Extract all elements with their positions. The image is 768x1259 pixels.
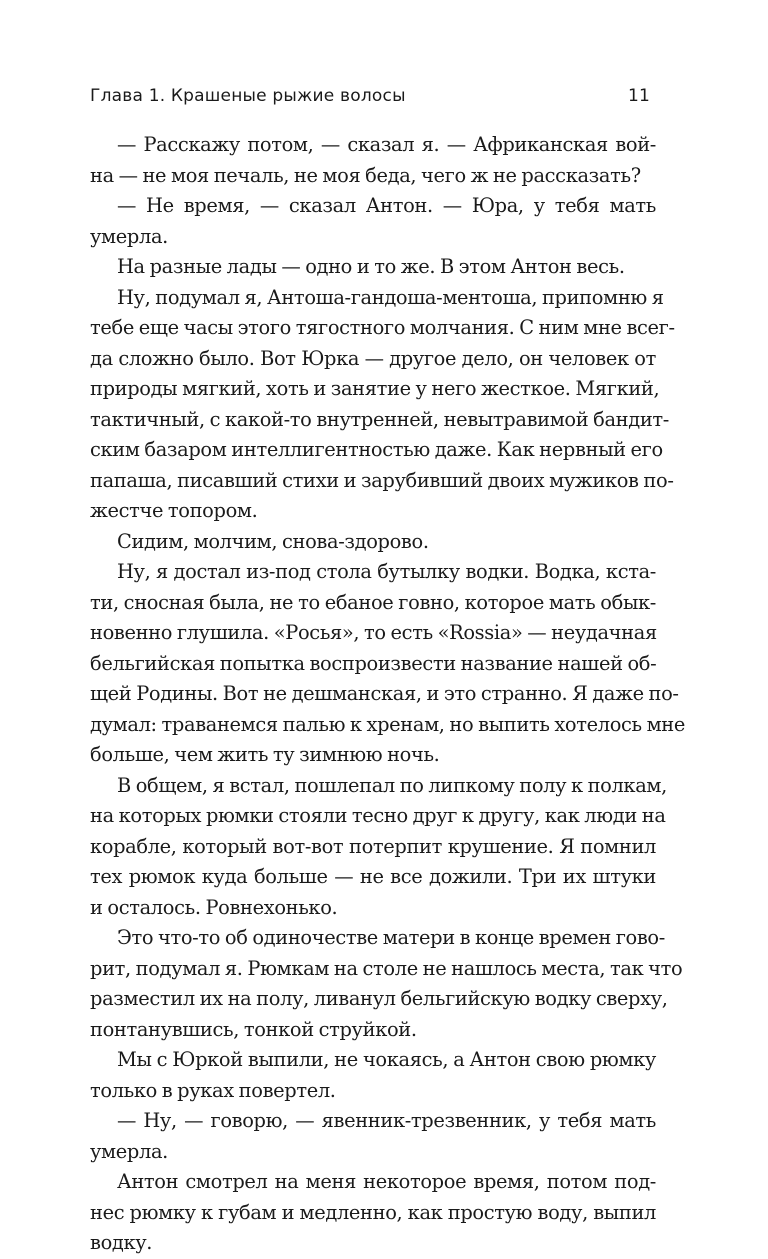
text-line: на — не моя печаль, не моя беда, чего ж не рассказать? xyxy=(90,163,641,187)
paragraph xyxy=(90,771,667,924)
text-line: Это что-то об одиночестве матери в конце времен гово- xyxy=(117,926,665,949)
text-line: только в руках повертел. xyxy=(90,1078,336,1102)
text-line: корабле, который вот-вот потерпит крушение. Я помнил xyxy=(90,834,656,858)
text-line: природы мягкий, хоть и занятие у него жесткое. Мягкий, xyxy=(90,377,660,400)
text-line: Ну, я достал из-под стола бутылку водки. Водка, кста- xyxy=(117,560,656,583)
text-line: Ну, подумал я, Антоша-гандоша-ментоша, припомню я xyxy=(117,285,664,309)
paragraph xyxy=(90,527,656,558)
text-line: тебе еще часы этого тягостного молчания. С ним мне всег- xyxy=(90,316,675,339)
text-line: — Не время, — сказал Антон. — Юра, у тебя мать xyxy=(117,194,656,217)
text-line: ти, сносная была, не то ебаное говно, которое мать обык- xyxy=(90,590,656,614)
text-line: разместил их на полу, ливанул бельгийскую водку сверху, xyxy=(90,987,668,1010)
text-line: больше, чем жить ту зимнюю ночь. xyxy=(90,743,440,766)
paragraph xyxy=(90,130,656,191)
text-line: Сидим, молчим, снова-здорово. xyxy=(117,529,429,553)
text-line: нес рюмку к губам и медленно, как простую воду, выпил xyxy=(90,1200,656,1224)
paragraph xyxy=(90,191,656,252)
text-line: ским базаром интеллигентностью даже. Как нервный его xyxy=(90,438,663,461)
paragraph xyxy=(90,1106,656,1167)
paragraph xyxy=(90,923,683,1045)
running-header xyxy=(90,86,650,114)
paragraph xyxy=(90,1167,656,1259)
text-line: — Расскажу потом, — сказал я. — Африканская вой- xyxy=(117,133,656,156)
text-line: Мы с Юркой выпили, не чокаясь, а Антон свою рюмку xyxy=(117,1048,656,1071)
text-line: умерла. xyxy=(90,224,168,248)
text-line: рит, подумал я. Рюмкам на столе не нашлось места, так что xyxy=(90,956,683,980)
text-line: тактичный, с какой-то внутренней, невытравимой бандит- xyxy=(90,407,669,431)
text-line: умерла. xyxy=(90,1139,168,1163)
text-line: и осталось. Ровнехонько. xyxy=(90,895,338,919)
text-line: думал: траванемся палью к хренам, но выпить хотелось мне xyxy=(90,712,686,736)
text-line: щей Родины. Вот не дешманская, и это странно. Я даже по- xyxy=(90,682,679,705)
body-text xyxy=(90,130,686,1259)
paragraph xyxy=(90,252,656,283)
paragraph xyxy=(90,1045,656,1106)
text-line: тех рюмок куда больше — не все дожили. Три их штуки xyxy=(90,865,656,888)
text-line: на которых рюмки стояли тесно друг к другу, как люди на xyxy=(90,804,666,827)
text-line: новенно глушила. «Росья», то есть «Rossia» — неудачная xyxy=(90,621,657,644)
text-line: водку. xyxy=(90,1231,153,1254)
text-line: бельгийская попытка воспроизвести название нашей об- xyxy=(90,651,657,675)
paragraph xyxy=(90,283,675,527)
chapter-title: Глава 1. Крашеные рыжие волосы xyxy=(90,86,406,106)
paragraph xyxy=(90,557,686,771)
text-line: На разные лады — одно и то же. В этом Антон весь. xyxy=(117,255,625,278)
text-line: — Ну, — говорю, — явенник-трезвенник, у тебя мать xyxy=(117,1109,656,1132)
text-line: В общем, я встал, пошлепал по липкому полу к полкам, xyxy=(117,773,667,797)
text-line: папаша, писавший стихи и зарубивший двоих мужиков по- xyxy=(90,468,674,492)
text-line: Антон смотрел на меня некоторое время, потом под- xyxy=(117,1170,656,1193)
text-line: да сложно было. Вот Юрка — другое дело, он человек от xyxy=(90,346,656,370)
text-line: понтанувшись, тонкой струйкой. xyxy=(90,1017,417,1041)
text-line: жестче топором. xyxy=(90,499,258,522)
page-number: 11 xyxy=(627,86,650,106)
